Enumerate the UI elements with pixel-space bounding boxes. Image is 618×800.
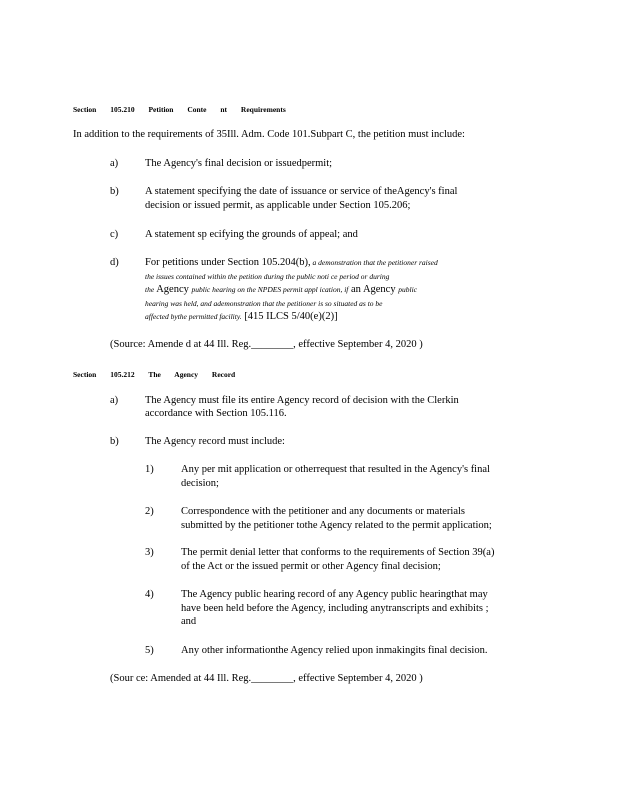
item-text-mixed: [145, 283, 417, 296]
item-text: A statement sp ecifying the grounds of appeal; and: [145, 229, 358, 240]
item-text-mixed: [145, 256, 438, 269]
subitem-text: The Agency public hearing record of any Agency public hearingthat may: [181, 589, 488, 600]
subitem-text: Correspondence with the petitioner and any documents or materials: [181, 506, 465, 517]
text-run: For petitions under Section 105.204(b),: [145, 257, 311, 268]
subitem-label: 1): [145, 464, 154, 475]
section-heading: Section 105.210 Petition Conte nt Requirements: [73, 105, 286, 114]
section-heading: Section 105.212 The Agency Record: [73, 370, 236, 379]
item-text: accordance with Section 105.116.: [145, 408, 287, 419]
text-run: Agency: [154, 284, 192, 295]
subitem-text: of the Act or the issued permit or other Agency final decision;: [181, 561, 441, 572]
item-label: a): [110, 395, 119, 406]
subitem-text: submitted by the petitioner tothe Agency related to the permit application;: [181, 520, 492, 531]
item-text: The Agency must file its entire Agency record of decision with the Clerkin: [145, 395, 459, 406]
subitem-label: 5): [145, 645, 154, 656]
source-note: (Sour ce: Amended at 44 Ill. Reg.________, effective September 4, 2020 ): [110, 673, 423, 684]
text-run: an Agency: [348, 284, 399, 295]
subitem-label: 4): [145, 589, 154, 600]
subitem-text: decision;: [181, 478, 219, 489]
item-label: c): [110, 229, 119, 240]
item-text: The Agency record must include:: [145, 436, 285, 447]
citation-italic: hearing was held, and ademonstration that the petitioner is so situated as to be: [145, 299, 383, 308]
citation-italic: public: [398, 285, 417, 294]
item-text: The Agency's final decision or issuedpermit;: [145, 158, 333, 169]
citation-italic: public hearing on the NPDES permit appl ication, if: [191, 285, 349, 294]
subitem-text: The permit denial letter that conforms to the requirements of Section 39(a): [181, 547, 495, 558]
citation-italic: a demonstration that the petitioner raised: [310, 258, 438, 267]
item-label: a): [110, 158, 119, 169]
item-text: A statement specifying the date of issuance or service of theAgency's final: [145, 186, 458, 197]
subitem-text: Any per mit application or otherrequest that resulted in the Agency's final: [181, 464, 490, 475]
citation-italic: affected bythe permitted facility.: [145, 312, 242, 321]
item-text: decision or issued permit, as applicable under Section 105.206;: [145, 200, 411, 211]
statute-citation: [415 ILCS 5/40(e)(2)]: [241, 311, 338, 322]
intro-paragraph: In addition to the requirements of 35Ill. Adm. Code 101.Subpart C, the petition must include:: [73, 129, 465, 140]
source-note: (Source: Amende d at 44 Ill. Reg.________, effective September 4, 2020 ): [110, 339, 423, 350]
item-label: b): [110, 436, 119, 447]
item-label: d): [110, 257, 119, 268]
subitem-text: have been held before the Agency, including anytranscripts and exhibits ;: [181, 603, 489, 614]
subitem-label: 2): [145, 506, 154, 517]
item-label: b): [110, 186, 119, 197]
citation-italic: the issues contained within the petition during the public noti ce period or during: [145, 272, 390, 281]
subitem-text: Any other informationthe Agency relied upon inmakingits final decision.: [181, 645, 488, 656]
subitem-text: and: [181, 616, 197, 627]
item-text-mixed: [145, 310, 338, 323]
citation-italic: the: [145, 285, 155, 294]
subitem-label: 3): [145, 547, 154, 558]
